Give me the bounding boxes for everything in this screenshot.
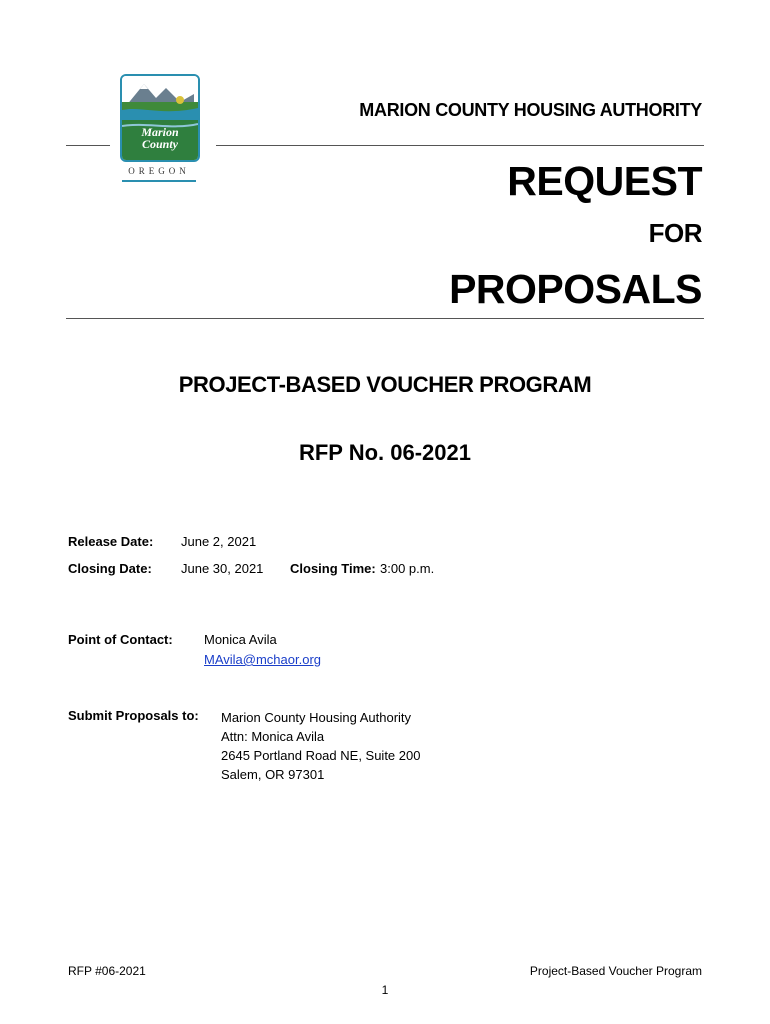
closing-time-label: Closing Time: — [290, 561, 376, 576]
submit-address-line: Attn: Monica Avila — [221, 729, 325, 744]
submit-label: Submit Proposals to: — [68, 708, 199, 723]
footer-right: Project-Based Voucher Program — [529, 964, 702, 978]
title-rule — [66, 318, 704, 319]
title-proposals: PROPOSALS — [449, 266, 702, 312]
marion-county-logo — [120, 74, 198, 184]
logo-text-oregon: OREGON — [128, 166, 190, 176]
logo-badge — [120, 74, 200, 162]
title-request: REQUEST — [507, 158, 702, 204]
logo-text-marion: Marion — [141, 125, 179, 139]
page-number: 1 — [381, 983, 389, 997]
rfp-number: RFP No. 06-2021 — [298, 440, 471, 465]
header-rule-right — [216, 145, 704, 146]
submit-address-line: Marion County Housing Authority — [221, 710, 412, 725]
title-for: FOR — [648, 218, 702, 248]
logo-underline — [122, 180, 196, 182]
submit-address — [221, 708, 420, 784]
agency-name: MARION COUNTY HOUSING AUTHORITY — [359, 100, 702, 120]
logo-text-county: County — [141, 137, 178, 151]
closing-time-value: 3:00 p.m. — [380, 561, 435, 576]
release-date-value: June 2, 2021 — [181, 534, 257, 549]
program-name: PROJECT-BASED VOUCHER PROGRAM — [178, 372, 592, 397]
contact-name: Monica Avila — [204, 632, 277, 647]
closing-date-label: Closing Date: — [68, 561, 152, 576]
submit-address-line: Salem, OR 97301 — [221, 767, 325, 782]
contact-label: Point of Contact: — [68, 632, 173, 647]
submit-address-line: 2645 Portland Road NE, Suite 200 — [221, 748, 421, 763]
contact-email-link[interactable]: MAvila@mchaor.org — [204, 652, 321, 667]
header-rule-left — [66, 145, 110, 146]
release-date-label: Release Date: — [68, 534, 154, 549]
closing-date-value: June 30, 2021 — [181, 561, 264, 576]
footer-left: RFP #06-2021 — [68, 964, 146, 978]
